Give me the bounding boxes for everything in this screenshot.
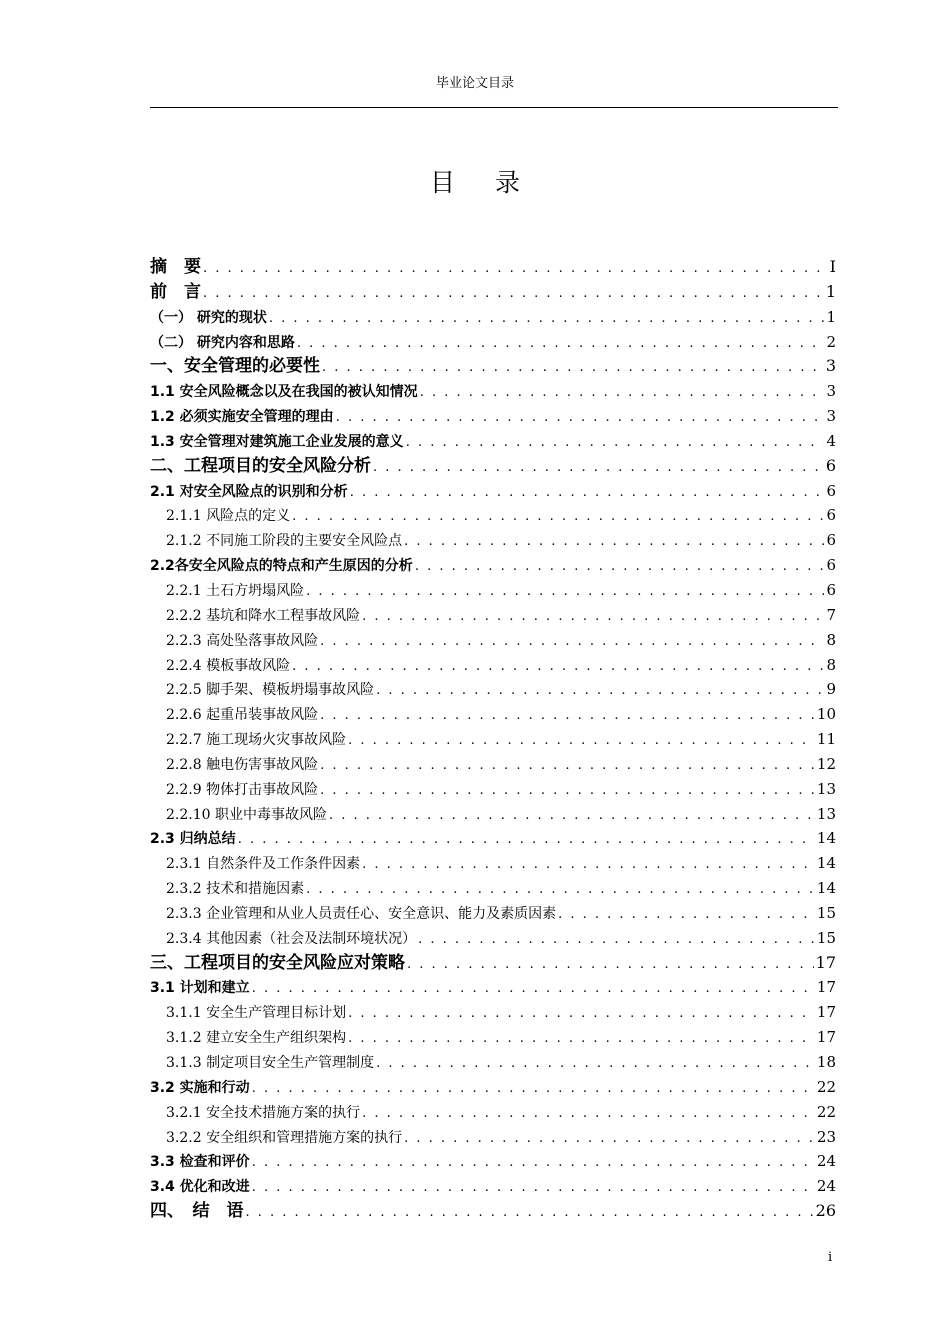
- dot-leader: [252, 1077, 815, 1100]
- dot-leader: [406, 431, 825, 454]
- dot-leader: [329, 804, 815, 827]
- dot-leader: [348, 729, 815, 752]
- toc-entry-label: 3.2.1 安全技术措施方案的执行: [166, 1104, 361, 1121]
- dot-leader: [269, 307, 825, 330]
- toc-entry[interactable]: [150, 1050, 836, 1075]
- toc-entry[interactable]: [150, 777, 836, 802]
- toc-entry[interactable]: [150, 628, 836, 653]
- toc-entry-page: 18: [816, 1053, 836, 1071]
- toc-entry-page: 24: [816, 1177, 836, 1196]
- dot-leader: [373, 456, 824, 479]
- toc-entry[interactable]: [150, 280, 836, 305]
- toc-entry-label: 一、安全管理的必要性: [150, 356, 320, 377]
- dot-leader: [203, 282, 824, 305]
- toc-entry[interactable]: [150, 404, 836, 429]
- toc-entry-page: 1: [826, 307, 836, 326]
- toc-entry-page: 17: [816, 978, 836, 997]
- toc-entry-page: 22: [816, 1102, 836, 1121]
- toc-entry-page: 1: [825, 281, 836, 301]
- toc-entry[interactable]: [150, 429, 836, 454]
- dot-leader: [415, 555, 825, 578]
- toc-entry-page: 6: [826, 531, 836, 550]
- toc-entry[interactable]: [150, 479, 836, 504]
- dot-leader: [292, 505, 824, 528]
- dot-leader: [292, 655, 824, 678]
- toc-entry[interactable]: [150, 727, 836, 752]
- dot-leader: [320, 779, 815, 802]
- toc-entry[interactable]: [150, 1174, 836, 1199]
- header-rule: [150, 107, 838, 108]
- toc-entry-page: 6: [826, 580, 836, 599]
- toc-entry-page: 23: [816, 1127, 836, 1146]
- toc-entry[interactable]: [150, 379, 836, 404]
- toc-entry-label: 3.2 实施和行动: [150, 1079, 250, 1096]
- running-header: 毕业论文目录: [435, 76, 514, 91]
- toc-entry-label: 摘 要: [150, 257, 201, 277]
- toc-entry[interactable]: [150, 802, 836, 827]
- toc-entry-page: 6: [826, 506, 836, 525]
- dot-leader: [322, 356, 824, 379]
- toc-entry-page: 6: [826, 556, 836, 575]
- toc-entry[interactable]: [150, 1149, 836, 1174]
- toc-entry-label: 3.1.1 安全生产管理目标计划: [166, 1005, 347, 1022]
- dot-leader: [246, 1201, 814, 1224]
- toc-entry-label: 2.1.1 风险点的定义: [166, 508, 291, 525]
- toc-entry[interactable]: [150, 752, 836, 777]
- toc-entry-label: 2.1.2 不同施工阶段的主要安全风险点: [166, 533, 403, 550]
- toc-entry-label: 2.3.3 企业管理和从业人员责任心、安全意识、能力及素质因素: [166, 905, 557, 922]
- toc-entry-page: 17: [815, 952, 836, 972]
- toc-entry-label: 2.2.5 脚手架、模板坍塌事故风险: [166, 682, 375, 699]
- toc-entry[interactable]: [150, 603, 836, 628]
- toc-entry-page: 10: [816, 705, 836, 724]
- toc-entry-page: 24: [816, 1152, 836, 1171]
- toc-entry-label: 3.4 优化和改进: [150, 1179, 250, 1196]
- dot-leader: [407, 953, 814, 976]
- dot-leader: [558, 903, 815, 926]
- toc-entry[interactable]: [150, 330, 836, 355]
- toc-entry-label: 前 言: [150, 281, 201, 302]
- toc-entry-page: 14: [816, 879, 836, 898]
- toc-entry-page: 7: [826, 605, 836, 624]
- toc-entry-label: 2.2.9 物体打击事故风险: [166, 781, 319, 798]
- toc-entry-label: 3.1 计划和建立: [150, 980, 250, 997]
- dot-leader: [420, 381, 825, 404]
- toc-entry[interactable]: [150, 578, 836, 603]
- toc-title: 目 录: [430, 168, 536, 197]
- toc-entry-page: 13: [816, 804, 836, 823]
- toc-entry[interactable]: [150, 528, 836, 553]
- toc-entry-label: 2.2.4 模板事故风险: [166, 657, 291, 674]
- toc-entry-label: 1.2 必须实施安全管理的理由: [150, 409, 334, 426]
- dot-leader: [362, 853, 815, 876]
- page-number: i: [828, 1250, 833, 1265]
- toc-entry-label: 1.3 安全管理对建筑施工企业发展的意义: [150, 433, 404, 450]
- toc-entry-page: 8: [826, 655, 836, 674]
- toc-entry-label: 二、工程项目的安全风险分析: [150, 455, 371, 476]
- table-of-contents: [150, 255, 836, 1224]
- dot-leader: [203, 257, 828, 280]
- toc-entry[interactable]: [150, 354, 836, 379]
- toc-entry-page: 3: [826, 407, 836, 426]
- toc-entry-page: 8: [826, 630, 836, 649]
- toc-entry-label: 2.2.7 施工现场火灾事故风险: [166, 732, 347, 749]
- toc-entry[interactable]: [150, 1075, 836, 1100]
- toc-entry-page: 3: [826, 382, 836, 401]
- toc-entry-page: 22: [816, 1077, 836, 1096]
- dot-leader: [320, 630, 824, 653]
- toc-entry-page: 6: [825, 455, 836, 475]
- toc-entry[interactable]: [150, 876, 836, 901]
- toc-entry-page: 26: [815, 1201, 836, 1221]
- toc-entry-label: 2.2.3 高处坠落事故风险: [166, 632, 319, 649]
- toc-entry-label: （一） 研究的现状: [150, 309, 267, 326]
- toc-entry[interactable]: [150, 503, 836, 528]
- dot-leader: [418, 928, 815, 951]
- toc-entry[interactable]: [150, 826, 836, 851]
- dot-leader: [252, 1151, 815, 1174]
- dot-leader: [404, 530, 824, 553]
- toc-entry-label: 2.1 对安全风险点的识别和分析: [150, 483, 348, 500]
- dot-leader: [252, 977, 815, 1000]
- dot-leader: [306, 580, 824, 603]
- toc-entry[interactable]: [150, 553, 836, 578]
- toc-entry-page: 13: [816, 779, 836, 798]
- toc-entry-page: 14: [816, 854, 836, 873]
- dot-leader: [362, 1102, 815, 1125]
- dot-leader: [376, 679, 824, 702]
- toc-entry[interactable]: [150, 1025, 836, 1050]
- toc-entry-page: 15: [816, 903, 836, 922]
- toc-entry-label: 2.3.2 技术和措施因素: [166, 881, 305, 898]
- dot-leader: [306, 878, 815, 901]
- toc-entry[interactable]: [150, 851, 836, 876]
- toc-entry-page: I: [829, 257, 836, 276]
- toc-entry-label: 3.3 检查和评价: [150, 1154, 250, 1171]
- toc-entry-page: 14: [816, 829, 836, 848]
- toc-entry-label: 3.1.2 建立安全生产组织架构: [166, 1030, 347, 1047]
- toc-entry-page: 3: [825, 356, 836, 376]
- dot-leader: [252, 1176, 815, 1199]
- dot-leader: [350, 481, 825, 504]
- dot-leader: [362, 605, 824, 628]
- toc-entry-label: （二） 研究内容和思路: [150, 334, 295, 351]
- toc-entry-label: 3.1.3 制定项目安全生产管理制度: [166, 1055, 375, 1071]
- toc-entry[interactable]: [150, 975, 836, 1000]
- toc-entry[interactable]: [150, 951, 836, 976]
- toc-entry-label: 四、 结 语: [150, 1201, 244, 1222]
- toc-entry[interactable]: [150, 901, 836, 926]
- toc-entry-label: 2.3 归纳总结: [150, 831, 236, 848]
- toc-entry[interactable]: [150, 1199, 836, 1224]
- toc-entry[interactable]: [150, 454, 836, 479]
- toc-entry-label: 2.2.2 基坑和降水工程事故风险: [166, 607, 361, 624]
- dot-leader: [320, 754, 815, 777]
- toc-entry[interactable]: [150, 702, 836, 727]
- toc-entry-page: 4: [826, 431, 836, 450]
- toc-entry-label: 2.2各安全风险点的特点和产生原因的分析: [150, 558, 413, 575]
- dot-leader: [404, 1127, 815, 1150]
- toc-entry-label: 2.3.4 其他因素（社会及法制环境状况）: [166, 930, 417, 947]
- toc-entry-label: 3.2.2 安全组织和管理措施方案的执行: [166, 1129, 403, 1146]
- toc-entry-label: 2.2.1 土石方坍塌风险: [166, 582, 305, 599]
- toc-entry-label: 1.1 安全风险概念以及在我国的被认知情况: [150, 384, 418, 401]
- toc-entry[interactable]: [150, 305, 836, 330]
- toc-entry[interactable]: [150, 677, 836, 702]
- toc-entry[interactable]: [150, 1125, 836, 1150]
- dot-leader: [348, 1027, 815, 1050]
- toc-entry-page: 15: [816, 928, 836, 947]
- toc-entry-page: 2: [826, 332, 836, 351]
- toc-entry-page: 9: [826, 680, 836, 699]
- toc-entry-page: 17: [816, 1028, 836, 1047]
- toc-entry-label: 2.2.8 触电伤害事故风险: [166, 756, 319, 773]
- dot-leader: [297, 332, 825, 355]
- toc-entry[interactable]: [150, 1100, 836, 1125]
- dot-leader: [348, 1002, 815, 1025]
- toc-entry-page: 12: [816, 754, 836, 773]
- dot-leader: [376, 1052, 815, 1075]
- toc-entry-label: 三、工程项目的安全风险应对策略: [150, 952, 405, 973]
- toc-entry[interactable]: [150, 653, 836, 678]
- toc-entry[interactable]: [150, 255, 836, 280]
- toc-entry-page: 17: [816, 1003, 836, 1022]
- dot-leader: [336, 406, 825, 429]
- toc-entry-label: 2.2.6 起重吊装事故风险: [166, 707, 319, 724]
- dot-leader: [320, 704, 815, 727]
- toc-entry-label: 2.2.10 职业中毒事故风险: [166, 806, 327, 823]
- toc-entry-label: 2.3.1 自然条件及工作条件因素: [166, 856, 361, 873]
- toc-entry-page: 11: [816, 730, 836, 749]
- dot-leader: [238, 828, 815, 851]
- toc-entry-page: 6: [826, 481, 836, 500]
- toc-entry[interactable]: [150, 926, 836, 951]
- toc-entry[interactable]: [150, 1000, 836, 1025]
